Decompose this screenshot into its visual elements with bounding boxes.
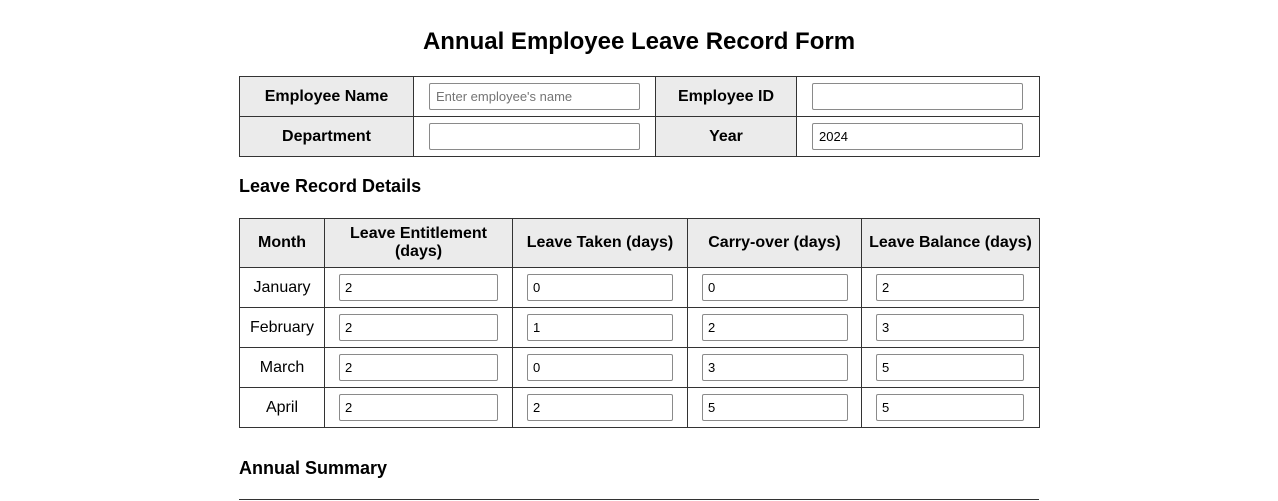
month-cell: February: [240, 308, 325, 348]
month-cell: March: [240, 348, 325, 388]
month-cell: April: [240, 388, 325, 428]
balance-input[interactable]: [876, 354, 1024, 381]
summary-table-top-border: [239, 499, 1039, 500]
carryover-input[interactable]: [702, 274, 848, 301]
column-header-entitlement: Leave Entitlement (days): [325, 219, 513, 268]
employee-info-row: [240, 117, 1040, 157]
table-row: [240, 268, 1040, 308]
table-row: [240, 348, 1040, 388]
column-header-balance: Leave Balance (days): [862, 219, 1040, 268]
entitlement-input[interactable]: [339, 394, 498, 421]
form-title: Annual Employee Leave Record Form: [422, 28, 856, 55]
taken-input[interactable]: [527, 354, 673, 381]
employee-id-label: Employee ID: [656, 77, 797, 117]
leave-record-table: [239, 218, 1040, 428]
balance-input[interactable]: [876, 274, 1024, 301]
balance-input[interactable]: [876, 394, 1024, 421]
leave-record-heading: Leave Record Details: [239, 176, 422, 196]
annual-summary-heading: Annual Summary: [239, 458, 388, 478]
month-cell: January: [240, 268, 325, 308]
employee-info-table: [239, 76, 1040, 157]
leave-table-header-row: [240, 219, 1040, 268]
department-input[interactable]: [429, 123, 640, 150]
carryover-input[interactable]: [702, 354, 848, 381]
year-input[interactable]: [812, 123, 1023, 150]
carryover-input[interactable]: [702, 394, 848, 421]
carryover-input[interactable]: [702, 314, 848, 341]
column-header-taken: Leave Taken (days): [513, 219, 688, 268]
entitlement-input[interactable]: [339, 354, 498, 381]
employee-info-row: [240, 77, 1040, 117]
employee-name-input[interactable]: [429, 83, 640, 110]
taken-input[interactable]: [527, 394, 673, 421]
balance-input[interactable]: [876, 314, 1024, 341]
taken-input[interactable]: [527, 274, 673, 301]
employee-id-input[interactable]: [812, 83, 1023, 110]
taken-input[interactable]: [527, 314, 673, 341]
employee-name-label: Employee Name: [240, 77, 414, 117]
entitlement-input[interactable]: [339, 314, 498, 341]
year-label: Year: [656, 117, 797, 157]
entitlement-input[interactable]: [339, 274, 498, 301]
department-label: Department: [240, 117, 414, 157]
column-header-month: Month: [240, 219, 325, 268]
column-header-carryover: Carry-over (days): [688, 219, 862, 268]
table-row: [240, 308, 1040, 348]
table-row: [240, 388, 1040, 428]
